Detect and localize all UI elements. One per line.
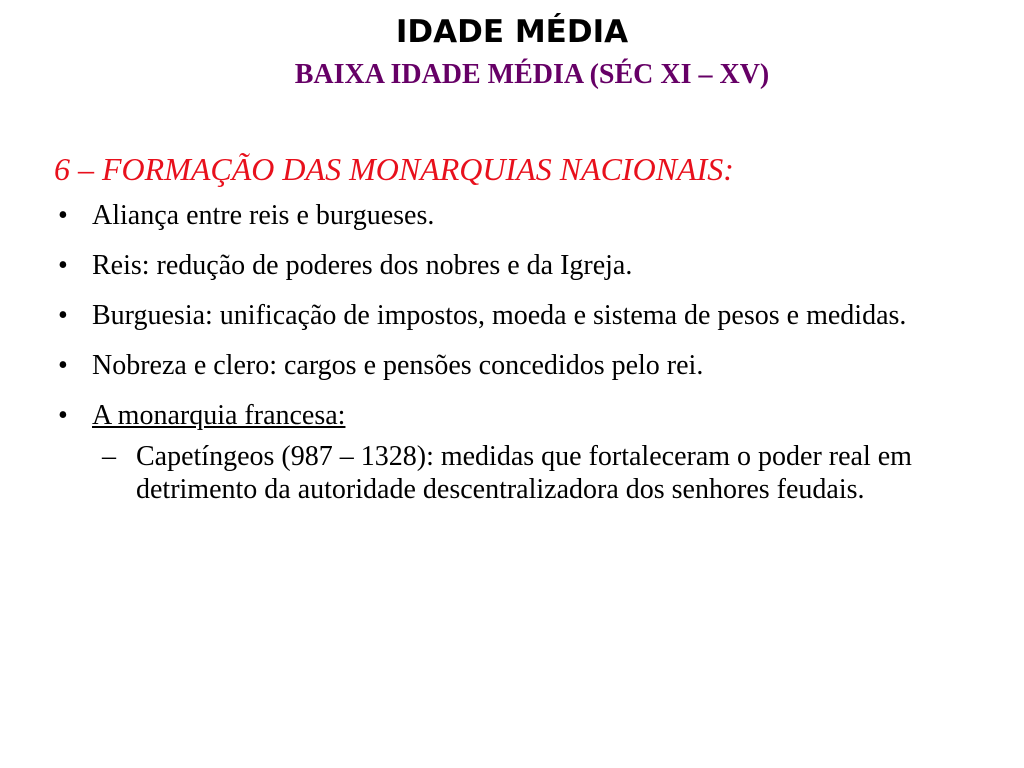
sub-bullet-text: Capetíngeos (987 – 1328): medidas que fortaleceram o poder real em detrimento da autoridade descentralizadora dos senhores feudais. [136, 441, 912, 505]
bullet-text: Burguesia: unificação de impostos, moeda e sistema de pesos e medidas. [92, 300, 907, 331]
bullet-item [54, 199, 984, 232]
sub-bullet-item [92, 440, 984, 506]
bullet-list [54, 199, 984, 523]
bullet-icon: • [58, 400, 68, 431]
bullet-icon: • [58, 300, 68, 331]
slide-title: IDADE MÉDIA [395, 14, 629, 50]
bullet-item [54, 249, 984, 282]
section-heading: 6 – FORMAÇÃO DAS MONARQUIAS NACIONAIS: [54, 151, 734, 187]
bullet-icon: • [58, 200, 68, 231]
bullet-text: Reis: redução de poderes dos nobres e da Igreja. [92, 250, 633, 281]
bullet-icon: • [58, 250, 68, 281]
bullet-text: Aliança entre reis e burgueses. [92, 200, 435, 231]
sub-bullet-list [92, 440, 984, 506]
dash-icon: – [102, 441, 116, 472]
slide-subtitle: BAIXA IDADE MÉDIA (SÉC XI – XV) [294, 59, 770, 90]
bullet-text: Nobreza e clero: cargos e pensões concedidos pelo rei. [92, 350, 704, 381]
bullet-item [54, 299, 984, 332]
bullet-text-underlined: A monarquia francesa: [92, 400, 346, 431]
bullet-item [54, 399, 984, 506]
bullet-icon: • [58, 350, 68, 381]
bullet-item [54, 349, 984, 382]
